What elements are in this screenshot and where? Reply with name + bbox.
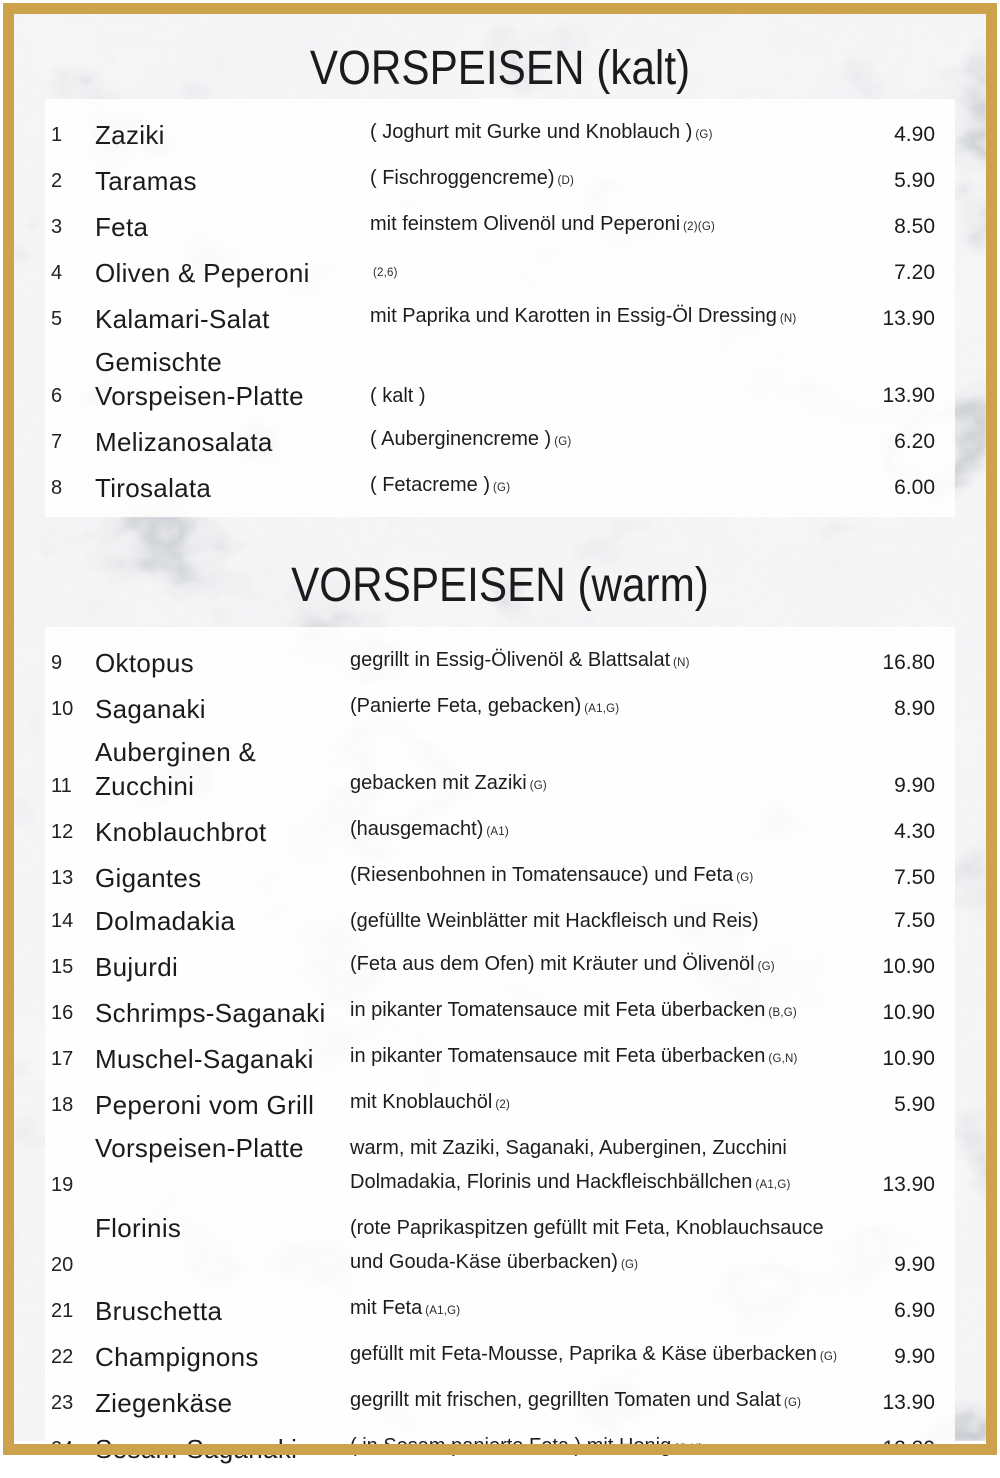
menu-content	[14, 14, 986, 1464]
item-price: 13.90	[882, 1173, 935, 1196]
item-name-line: Florinis	[95, 1213, 182, 1243]
item-description-line: ( kalt )	[370, 385, 426, 407]
allergen-code: (A1)	[486, 826, 509, 838]
item-description	[350, 1039, 855, 1076]
item-price: 10.90	[882, 955, 935, 978]
item-number: 8	[51, 477, 63, 499]
menu-item-row	[45, 299, 935, 336]
item-name	[95, 256, 370, 290]
item-description-line: (hausgemacht) (A1)	[350, 818, 509, 840]
item-name-line: Peperoni vom Grill	[95, 1090, 315, 1120]
allergen-code: (G)	[736, 872, 754, 884]
item-number: 1	[51, 124, 63, 146]
item-description	[350, 1383, 855, 1420]
allergen-code: (N)	[779, 313, 797, 325]
allergen-code: (A1,G)	[425, 1305, 461, 1317]
item-description	[350, 1211, 855, 1282]
allergen-code: (A1,G)	[584, 703, 620, 715]
item-description	[350, 858, 855, 895]
item-name	[95, 302, 370, 336]
item-price: 13.90	[882, 384, 935, 407]
menu-item-row	[45, 812, 935, 849]
item-description-line: ( in Sesam panierte Feta ) mit Honig (G,K)	[350, 1435, 703, 1457]
item-name-line: Auberginen &	[95, 737, 257, 767]
item-number: 12	[51, 821, 74, 843]
item-name-line: Taramas	[95, 166, 197, 196]
item-number: 15	[51, 956, 74, 978]
item-description-line: ( Auberginencreme ) (G)	[370, 428, 572, 450]
allergen-code: (G)	[493, 482, 511, 494]
item-number: 17	[51, 1048, 74, 1070]
item-description	[350, 766, 855, 803]
item-name-line: Knoblauchbrot	[95, 817, 267, 847]
item-description	[350, 993, 855, 1030]
item-name	[95, 646, 350, 680]
item-name-line: Oktopus	[95, 648, 194, 678]
item-price: 12.20	[882, 1437, 935, 1460]
item-description	[350, 947, 855, 984]
menu-item-row	[45, 1291, 935, 1328]
item-number: 10	[51, 698, 74, 720]
item-number: 16	[51, 1002, 74, 1024]
item-name	[95, 210, 370, 244]
item-description	[370, 468, 855, 505]
section-vorspeisen-warm	[14, 557, 986, 1478]
item-number: 18	[51, 1094, 74, 1116]
item-description-line: (Feta aus dem Ofen) mit Kräuter und Ölivenöl (G)	[350, 953, 775, 975]
item-description-line: und Gouda-Käse überbacken) (G)	[350, 1251, 639, 1273]
item-number: 24	[51, 1438, 74, 1460]
allergen-code: (G)	[529, 780, 547, 792]
item-description	[350, 643, 855, 680]
menu-panel-kalt	[45, 99, 955, 517]
item-name	[95, 1386, 350, 1420]
item-name	[95, 692, 350, 726]
menu-item-row	[45, 735, 935, 803]
allergen-code: (D)	[557, 175, 575, 187]
menu-item-row	[45, 1429, 935, 1466]
menu-item-row	[45, 947, 935, 984]
menu-item-row	[45, 1131, 935, 1202]
item-name-line: Vorspeisen-Platte	[95, 381, 304, 411]
allergen-code: (2)	[495, 1099, 510, 1111]
item-name	[95, 861, 350, 895]
item-name	[95, 1088, 350, 1122]
menu-panel-warm	[45, 627, 955, 1478]
item-price: 13.90	[882, 1391, 935, 1414]
item-number: 20	[51, 1254, 74, 1276]
item-price: 8.50	[894, 215, 935, 238]
item-description	[350, 904, 855, 938]
menu-item-row	[45, 422, 935, 459]
item-name-line: Tirosalata	[95, 473, 212, 503]
item-description	[350, 1131, 855, 1202]
item-price: 9.90	[894, 774, 935, 797]
menu-item-row	[45, 468, 935, 505]
item-description	[370, 379, 855, 413]
item-name	[95, 471, 370, 505]
item-name	[95, 425, 370, 459]
allergen-code: (2,6)	[373, 267, 398, 279]
menu-item-row	[45, 161, 935, 198]
item-number: 11	[51, 775, 72, 797]
section-title-warm: VORSPEISEN (warm)	[291, 559, 709, 612]
item-description-line: (Riesenbohnen in Tomatensauce) und Feta (G)	[350, 864, 754, 886]
item-price: 6.20	[894, 430, 935, 453]
item-number: 7	[51, 431, 63, 453]
item-description	[350, 689, 855, 726]
item-description-line: (Panierte Feta, gebacken) (A1,G)	[350, 695, 620, 717]
item-name-line: Bujurdi	[95, 952, 179, 982]
menu-item-row	[45, 1211, 935, 1282]
item-name-line: Vorspeisen-Platte	[95, 1133, 304, 1163]
allergen-code: (G)	[757, 961, 775, 973]
item-description	[370, 207, 855, 244]
item-number: 19	[51, 1174, 74, 1196]
menu-item-row	[45, 643, 935, 680]
item-number: 22	[51, 1346, 74, 1368]
item-name-line: Bruschetta	[95, 1296, 223, 1326]
menu-item-row	[45, 207, 935, 244]
menu-item-row	[45, 253, 935, 290]
item-description-line: Dolmadakia, Florinis und Hackfleischbällchen (A1,G)	[350, 1171, 791, 1193]
item-name-line: Kalamari-Salat	[95, 304, 270, 334]
allergen-code: (N)	[673, 657, 690, 669]
menu-item-row	[45, 1085, 935, 1122]
item-name	[95, 815, 350, 849]
item-description-line: in pikanter Tomatensauce mit Feta überbacken (G,N)	[350, 1045, 798, 1067]
item-description	[350, 1085, 855, 1122]
item-description	[350, 1337, 855, 1374]
menu-item-row	[45, 904, 935, 938]
item-name	[95, 118, 370, 152]
item-name-line: Gemischte	[95, 347, 222, 377]
item-description-line: warm, mit Zaziki, Saganaki, Auberginen, Zucchini	[350, 1137, 787, 1159]
item-description	[370, 115, 855, 152]
allergen-code: (G,N)	[768, 1053, 798, 1065]
item-description-line: in pikanter Tomatensauce mit Feta überbacken (B,G)	[350, 999, 797, 1021]
allergen-code: (B,G)	[768, 1007, 797, 1019]
item-description-line: gegrillt in Essig-Ölivenöl & Blattsalat (N)	[350, 649, 690, 671]
allergen-code: (G,K)	[674, 1443, 703, 1455]
item-description-line	[370, 253, 847, 290]
item-price: 7.50	[894, 866, 935, 889]
item-name-line: Feta	[95, 212, 149, 242]
item-number: 13	[51, 867, 74, 889]
item-name-line: Gigantes	[95, 863, 202, 893]
allergen-code: (A1,G)	[755, 1179, 791, 1191]
item-description-line: gefüllt mit Feta-Mousse, Paprika & Käse überbacken (G)	[350, 1343, 838, 1365]
item-name	[95, 1432, 350, 1466]
item-name-line: Schrimps-Saganaki	[95, 998, 326, 1028]
item-price: 9.90	[894, 1345, 935, 1368]
item-description-line: mit feinstem Olivenöl und Peperoni (2)(G)	[370, 213, 716, 235]
item-name	[95, 950, 350, 984]
item-number: 6	[51, 385, 63, 407]
item-name	[95, 996, 350, 1030]
marble-background	[14, 14, 986, 1464]
item-name	[95, 164, 370, 198]
item-name-line: Champignons	[95, 1342, 259, 1372]
item-price: 13.90	[882, 307, 935, 330]
item-name-line: Melizanosalata	[95, 427, 273, 457]
item-price: 6.90	[894, 1299, 935, 1322]
item-number: 14	[51, 910, 74, 932]
menu-item-row	[45, 858, 935, 895]
item-name	[95, 1294, 350, 1328]
item-price: 7.50	[894, 909, 935, 932]
allergen-code: (G)	[783, 1397, 802, 1409]
item-name-line: Zaziki	[95, 120, 165, 150]
item-number: 23	[51, 1392, 74, 1414]
item-name	[95, 735, 350, 803]
section-vorspeisen-kalt	[14, 40, 986, 517]
item-price: 10.90	[882, 1001, 935, 1024]
item-description-line: mit Feta (A1,G)	[350, 1297, 461, 1319]
menu-item-row	[45, 689, 935, 726]
item-number: 9	[51, 652, 63, 674]
item-number: 4	[51, 262, 63, 284]
item-name-line: Dolmadakia	[95, 906, 236, 936]
allergen-code: (G)	[620, 1259, 639, 1271]
item-description-line: (rote Paprikaspitzen gefüllt mit Feta, Knoblauchsauce	[350, 1217, 824, 1239]
item-price: 16.80	[882, 651, 935, 674]
item-description	[370, 161, 855, 198]
menu-item-row	[45, 115, 935, 152]
allergen-code: (G)	[554, 436, 572, 448]
item-number: 3	[51, 216, 63, 238]
item-description	[350, 812, 855, 849]
item-name-line: Zucchini	[95, 771, 195, 801]
item-name-line: Saganaki	[95, 694, 206, 724]
item-description-line: gegrillt mit frischen, gegrillten Tomaten und Salat (G)	[350, 1389, 802, 1411]
item-description	[370, 299, 855, 336]
menu-item-row	[45, 345, 935, 413]
allergen-code: (G)	[695, 129, 713, 141]
item-name-line: Muschel-Saganaki	[95, 1044, 314, 1074]
item-name	[95, 345, 370, 413]
item-price: 9.90	[894, 1253, 935, 1276]
item-name	[95, 1131, 350, 1165]
item-number: 21	[51, 1300, 74, 1322]
item-price: 5.90	[894, 1093, 935, 1116]
item-price: 5.90	[894, 169, 935, 192]
item-name	[95, 904, 350, 938]
item-name	[95, 1211, 350, 1245]
section-title-kalt: VORSPEISEN (kalt)	[309, 42, 691, 95]
item-price: 4.90	[894, 123, 935, 146]
menu-item-row	[45, 1039, 935, 1076]
item-description	[370, 253, 855, 290]
item-price: 7.20	[894, 261, 935, 284]
item-description-line: ( Joghurt mit Gurke und Knoblauch ) (G)	[370, 121, 713, 143]
item-price: 10.90	[882, 1047, 935, 1070]
item-name-line: Sesam-Saganaki	[95, 1434, 298, 1464]
item-price: 6.00	[894, 476, 935, 499]
menu-item-row	[45, 993, 935, 1030]
item-number: 2	[51, 170, 63, 192]
item-name-line: Ziegenkäse	[95, 1388, 233, 1418]
item-description-line: mit Knoblauchöl (2)	[350, 1091, 510, 1113]
item-name	[95, 1042, 350, 1076]
item-description	[370, 422, 855, 459]
allergen-code: (2)(G)	[683, 221, 716, 233]
item-description-line: gebacken mit Zaziki (G)	[350, 772, 547, 794]
item-name-line: Oliven & Peperoni	[95, 258, 310, 288]
item-price: 4.30	[894, 820, 935, 843]
item-description-line: (gefüllte Weinblätter mit Hackfleisch und Reis)	[350, 910, 759, 932]
allergen-code: (G)	[819, 1351, 838, 1363]
item-price: 8.90	[894, 697, 935, 720]
item-name	[95, 1340, 350, 1374]
item-description-line: ( Fetacreme ) (G)	[370, 474, 511, 496]
item-number: 5	[51, 308, 63, 330]
menu-item-row	[45, 1383, 935, 1420]
item-description	[350, 1429, 855, 1466]
item-description-line: mit Paprika und Karotten in Essig-Öl Dressing (N)	[370, 305, 797, 327]
item-description-line: ( Fischroggencreme) (D)	[370, 167, 575, 189]
menu-item-row	[45, 1337, 935, 1374]
item-description	[350, 1291, 855, 1328]
